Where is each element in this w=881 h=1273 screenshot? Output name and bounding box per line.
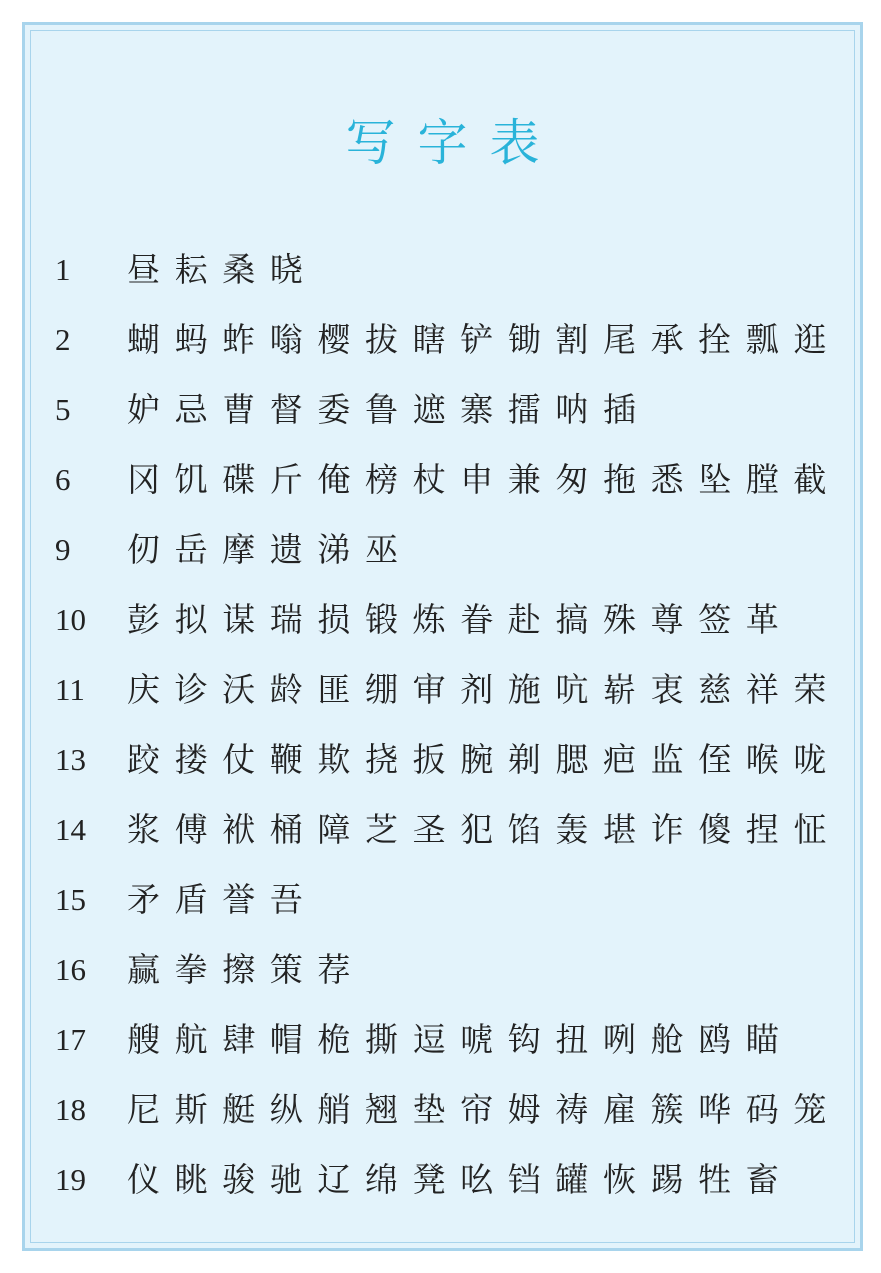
lesson-number: 11 [55, 672, 85, 707]
page-frame [22, 22, 863, 1251]
lesson-number: 17 [55, 1022, 86, 1057]
lesson-number: 2 [55, 322, 71, 357]
character-list: 赢拳擦策荐 [127, 950, 365, 989]
lesson-number: 16 [55, 952, 86, 987]
character-list: 浆傅袱桶障芝圣犯馅轰堪诈傻捏怔 [127, 810, 841, 849]
character-list: 矛盾誉吾 [127, 880, 318, 919]
table-row [25, 1145, 860, 1215]
table-row [25, 515, 860, 585]
character-list: 艘航肆帽桅撕逗唬钩扭咧舱鸥瞄 [127, 1020, 794, 1059]
table-row [25, 655, 860, 725]
table-row [25, 1005, 860, 1075]
lesson-number: 6 [55, 462, 71, 497]
table-row [25, 935, 860, 1005]
character-list: 庆诊沃龄匪绷审剂施吭崭衷慈祥荣 [127, 670, 841, 709]
table-row [25, 235, 860, 305]
character-list: 冈饥碟斤俺榜杖申兼匆拖悉坠膛截 [127, 460, 841, 499]
lesson-number: 14 [55, 812, 86, 847]
lesson-number: 19 [55, 1162, 86, 1197]
table-row [25, 865, 860, 935]
lesson-number: 9 [55, 532, 71, 567]
character-list: 仪眺骏驰辽绵凳吆铛罐恢踢牲畜 [127, 1160, 794, 1199]
table-row [25, 795, 860, 865]
lesson-number: 15 [55, 882, 86, 917]
table-row [25, 1075, 860, 1145]
lesson-number: 18 [55, 1092, 86, 1127]
character-list: 跤搂仗鞭欺挠扳腕剃腮疤监侄喉咙 [127, 740, 841, 779]
table-row [25, 585, 860, 655]
table-row [25, 725, 860, 795]
page-title: 写字表 [345, 114, 562, 172]
character-list: 蝴蚂蚱嗡樱拔瞎铲锄割尾承拴瓢逛 [127, 320, 841, 359]
lesson-number: 5 [55, 392, 71, 427]
lesson-number: 10 [55, 602, 86, 637]
character-list: 尼斯艇纵艄翘垫帘姆祷雇簇哗码笼 [127, 1090, 841, 1129]
table-row [25, 305, 860, 375]
lesson-number: 13 [55, 742, 86, 777]
table-row [25, 375, 860, 445]
character-list: 妒忌曹督委鲁遮寨擂呐插 [127, 390, 651, 429]
character-list: 昼耘桑晓 [127, 250, 318, 289]
character-list: 仞岳摩遗涕巫 [127, 530, 413, 569]
lesson-number: 1 [55, 252, 71, 287]
character-list: 彭拟谋瑞损锻炼眷赴搞殊尊签革 [127, 600, 794, 639]
table-row [25, 445, 860, 515]
